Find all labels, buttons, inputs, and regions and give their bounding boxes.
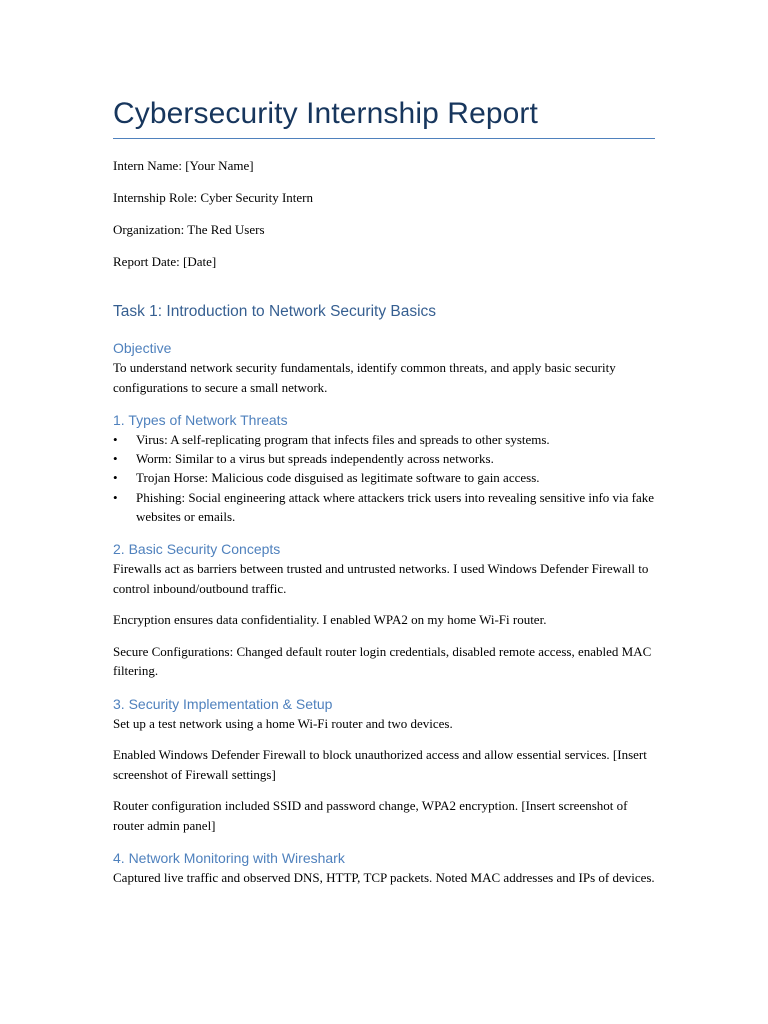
concepts-paragraph: Encryption ensures data confidentiality. I enabled WPA2 on my home Wi-Fi router. xyxy=(113,612,547,628)
implementation-paragraph: Set up a test network using a home Wi-Fi router and two devices. xyxy=(113,715,453,731)
bullet-icon: • xyxy=(113,451,118,467)
list-item-text: Phishing: Social engineering attack where attackers trick users into revealing sensitive info via fake websites or emails. xyxy=(136,489,655,524)
internship-role: Internship Role: Cyber Security Intern xyxy=(113,190,314,205)
bullet-icon: • xyxy=(113,470,118,486)
implementation-paragraph: Router configuration included SSID and password change, WPA2 encryption. [Insert screenshot of router admin panel] xyxy=(113,798,628,833)
threats-list xyxy=(113,430,655,526)
objective-heading: Objective xyxy=(113,340,172,356)
monitoring-heading: 4. Network Monitoring with Wireshark xyxy=(113,850,345,867)
list-item-text: Virus: A self-replicating program that infects files and spreads to other systems. xyxy=(136,432,550,447)
task1-heading: Task 1: Introduction to Network Security Basics xyxy=(113,303,437,320)
implementation-paragraph: Enabled Windows Defender Firewall to block unauthorized access and allow essential services. [Insert screenshot of Firewall settings] xyxy=(113,747,647,782)
report-date: Report Date: [Date] xyxy=(113,254,217,269)
list-item xyxy=(113,488,655,526)
intern-name: Intern Name: [Your Name] xyxy=(113,158,254,173)
list-item xyxy=(113,449,655,468)
list-item-text: Trojan Horse: Malicious code disguised as legitimate software to gain access. xyxy=(136,470,540,486)
concepts-paragraph: Secure Configurations: Changed default router login credentials, disabled remote access, enabled MAC filtering. xyxy=(113,643,652,679)
objective-text: To understand network security fundamentals, identify common threats, and apply basic security configurations to secure a small network. xyxy=(113,360,616,395)
threats-heading: 1. Types of Network Threats xyxy=(113,412,288,428)
document-page xyxy=(113,92,655,888)
bullet-icon: • xyxy=(113,432,118,447)
concepts-paragraph: Firewalls act as barriers between trusted and untrusted networks. I used Windows Defender Firewall to control inbound/outbound traffic. xyxy=(113,561,649,596)
list-item-text: Worm: Similar to a virus but spreads independently across networks. xyxy=(136,451,494,467)
implementation-heading: 3. Security Implementation & Setup xyxy=(113,695,333,712)
concepts-heading: 2. Basic Security Concepts xyxy=(113,541,281,558)
list-item xyxy=(113,468,655,487)
bullet-icon: • xyxy=(113,489,118,505)
organization: Organization: The Red Users xyxy=(113,222,265,237)
list-item xyxy=(113,430,655,449)
monitoring-paragraph: Captured live traffic and observed DNS, HTTP, TCP packets. Noted MAC addresses and IPs of devices. xyxy=(113,870,655,886)
report-meta xyxy=(113,156,655,272)
document-title: Cybersecurity Internship Report xyxy=(113,92,655,139)
